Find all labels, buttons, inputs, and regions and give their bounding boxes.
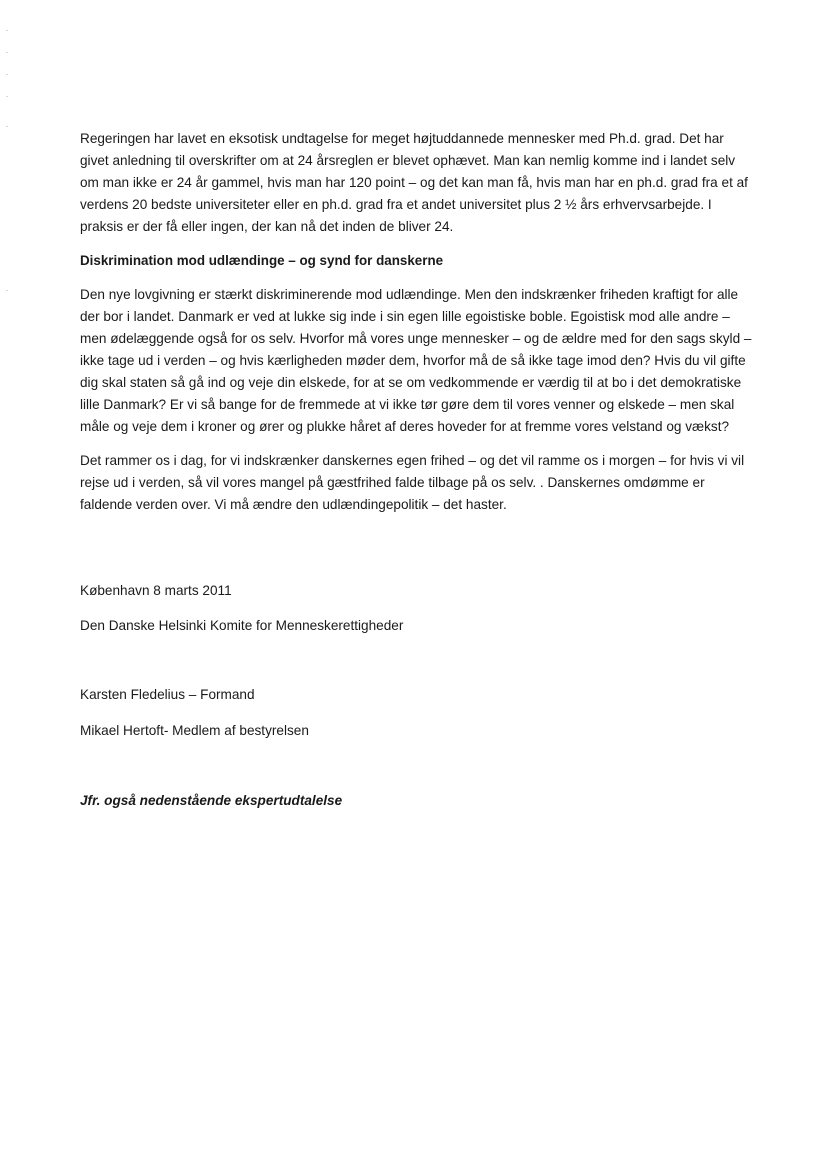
place-and-date: København 8 marts 2011 xyxy=(80,583,232,598)
signatory-board-member: Mikael Hertoft- Medlem af bestyrelsen xyxy=(80,723,309,738)
paragraph-intro: Regeringen har lavet en eksotisk undtagelse for meget højtuddannede mennesker med Ph.d. grad. Det har givet anledning til overskrifter om at 24 årsreglen er blevet ophævet. Man kan nemlig komme ind i landet selv om man ikke er 24 år gammel, hvis man har 120 point – og det kan man få, hvis man har en ph.d. grad fra et af verdens 20 bedste universiteter eller en ph.d. grad fra et andet universitet plus 2 ½ års erhvervsarbejde. I praksis er der få eller ingen, der kan nå det inden de bliver 24. xyxy=(80,131,748,234)
signatory-chairman: Karsten Fledelius – Formand xyxy=(80,687,255,702)
document-body xyxy=(80,128,756,528)
paragraph-discrimination: Den nye lovgivning er stærkt diskriminerende mod udlændinge. Men den indskrænker friheden kraftigt for alle der bor i landet. Danmark er ved at lukke sig inde i sin egen lille egoistiske boble. Egoistisk mod alle andre – men ødelæggende også for os selv. Hvorfor må vores unge mennesker – og de ældre med for den sags skyld – ikke tage ud i verden – og hvis kærligheden møder dem, hvorfor må de så ikke tage imod den? Hvis du vil gifte dig skal staten så gå ind og veje din elskede, for at se om vedkommende er værdig til at bo i det demokratiske lille Danmark? Er vi så bange for de fremmede at vi ikke tør gøre dem til vores venner og elskede – men skal måle og veje dem i kroner og ører og plukke håret af deres hoveder for at fremme vores velstand og vækst? xyxy=(80,287,752,434)
section-heading: Diskrimination mod udlændinge – og synd for danskerne xyxy=(80,253,444,268)
paragraph-consequences: Det rammer os i dag, for vi indskrænker danskernes egen frihed – og det vil ramme os i morgen – for hvis vi vil rejse ud i verden, så vil vores mangel på gæstfrihed falde tilbage på os selv. . Danskernes omdømme er faldende verden over. Vi må ændre den udlændingepolitik – det haster. xyxy=(80,453,745,512)
organization-name: Den Danske Helsinki Komite for Menneskerettigheder xyxy=(80,618,404,633)
scan-edge-marks xyxy=(6,30,10,310)
reference-note: Jfr. også nedenstående ekspertudtalelse xyxy=(80,793,343,808)
